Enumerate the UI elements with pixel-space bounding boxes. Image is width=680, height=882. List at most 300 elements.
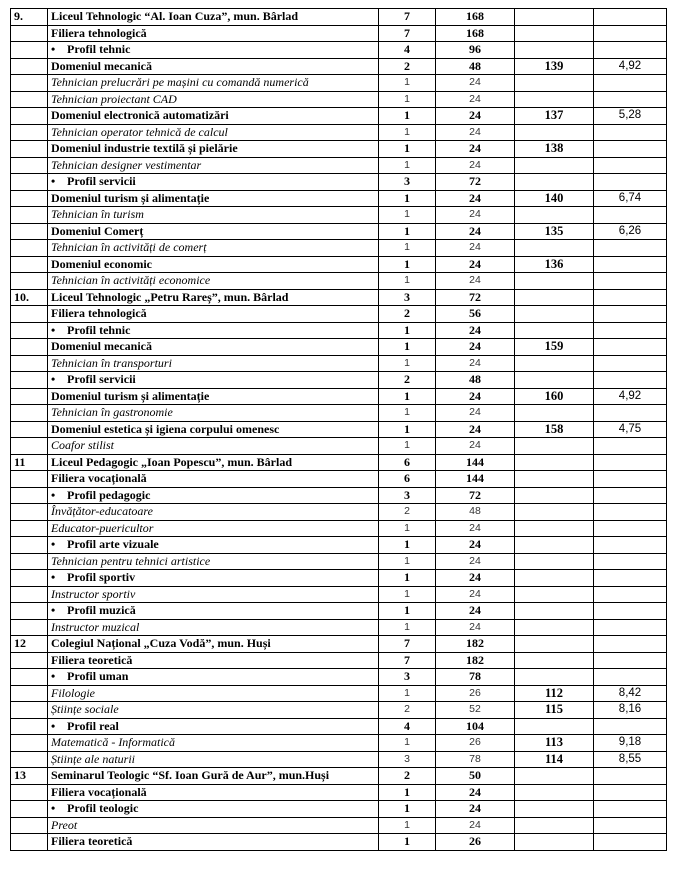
table-row [11, 141, 667, 158]
last-grade-cell [594, 438, 667, 455]
code-cell [515, 652, 594, 669]
row-name-cell [48, 669, 379, 686]
code-cell [515, 273, 594, 290]
last-grade-cell [594, 256, 667, 273]
row-name-label: Domeniul Comerț [51, 223, 144, 238]
last-grade-cell [594, 75, 667, 92]
last-grade-cell [594, 801, 667, 818]
row-number-cell [11, 504, 48, 521]
last-grade-cell [594, 42, 667, 59]
bullet-icon: • [51, 603, 56, 618]
places-count-cell: 24 [436, 784, 515, 801]
row-name-label: Tehnician în activități economice [51, 273, 211, 288]
row-number-cell [11, 537, 48, 554]
row-name-label: Științe sociale [51, 702, 119, 717]
places-count-cell: 24 [436, 223, 515, 240]
table-row [11, 652, 667, 669]
last-grade-cell [594, 157, 667, 174]
last-grade-cell [594, 9, 667, 26]
code-cell [515, 619, 594, 636]
table-row [11, 256, 667, 273]
row-number-cell [11, 355, 48, 372]
places-count-cell: 56 [436, 306, 515, 323]
table-row [11, 207, 667, 224]
places-count-cell: 48 [436, 58, 515, 75]
last-grade-cell: 4,92 [594, 388, 667, 405]
table-row [11, 240, 667, 257]
row-name-cell [48, 619, 379, 636]
places-count-cell: 24 [436, 157, 515, 174]
row-name-cell [48, 784, 379, 801]
last-grade-cell [594, 339, 667, 356]
places-count-cell: 24 [436, 817, 515, 834]
last-grade-cell [594, 570, 667, 587]
last-grade-cell: 4,92 [594, 58, 667, 75]
table-row [11, 768, 667, 785]
table-row [11, 454, 667, 471]
row-name-label: Profil pedagogic [67, 487, 151, 502]
code-cell [515, 174, 594, 191]
row-name-cell [48, 306, 379, 323]
row-name-cell [48, 735, 379, 752]
last-grade-cell [594, 471, 667, 488]
places-count-cell: 50 [436, 768, 515, 785]
classes-count-cell: 1 [379, 603, 436, 620]
classes-count-cell: 1 [379, 256, 436, 273]
table-row [11, 520, 667, 537]
places-count-cell: 24 [436, 553, 515, 570]
last-grade-cell: 8,42 [594, 685, 667, 702]
places-count-cell: 26 [436, 685, 515, 702]
places-count-cell: 52 [436, 702, 515, 719]
admission-table [10, 8, 667, 851]
row-name-label: Domeniul turism și alimentație [51, 388, 210, 403]
classes-count-cell: 1 [379, 124, 436, 141]
bullet-icon: • [51, 537, 56, 552]
places-count-cell: 24 [436, 108, 515, 125]
last-grade-cell [594, 25, 667, 42]
row-name-label: Liceul Tehnologic „Petru Rareș”, mun. Bârlad [51, 289, 289, 304]
row-number-cell [11, 553, 48, 570]
row-name-label: Filiera vocațională [51, 471, 147, 486]
row-name-label: Preot [51, 817, 78, 832]
classes-count-cell: 2 [379, 768, 436, 785]
table-row [11, 322, 667, 339]
places-count-cell: 24 [436, 355, 515, 372]
row-number-cell [11, 58, 48, 75]
row-number-cell [11, 834, 48, 851]
row-name-label: Filiera teoretică [51, 652, 133, 667]
code-cell [515, 603, 594, 620]
code-cell [515, 355, 594, 372]
classes-count-cell: 6 [379, 471, 436, 488]
row-number-cell [11, 586, 48, 603]
row-name-cell [48, 372, 379, 389]
row-name-label: Învățător-educatoare [51, 504, 153, 519]
row-number-cell [11, 372, 48, 389]
places-count-cell: 24 [436, 570, 515, 587]
code-cell [515, 520, 594, 537]
last-grade-cell: 8,16 [594, 702, 667, 719]
classes-count-cell: 1 [379, 421, 436, 438]
row-name-label: Tehnician operator tehnică de calcul [51, 124, 228, 139]
code-cell [515, 553, 594, 570]
table-row [11, 75, 667, 92]
row-name-label: Tehnician în gastronomie [51, 405, 173, 420]
table-row [11, 471, 667, 488]
table-row [11, 735, 667, 752]
row-name-label: Filiera vocațională [51, 784, 147, 799]
last-grade-cell [594, 454, 667, 471]
code-cell [515, 537, 594, 554]
row-name-label: Domeniul electronică automatizări [51, 108, 229, 123]
table-row [11, 289, 667, 306]
places-count-cell: 24 [436, 438, 515, 455]
places-count-cell: 48 [436, 372, 515, 389]
row-name-cell [48, 273, 379, 290]
last-grade-cell [594, 817, 667, 834]
table-row [11, 157, 667, 174]
table-row [11, 636, 667, 653]
places-count-cell: 78 [436, 751, 515, 768]
row-number-cell [11, 42, 48, 59]
classes-count-cell: 1 [379, 190, 436, 207]
row-name-cell [48, 207, 379, 224]
code-cell [515, 454, 594, 471]
code-cell [515, 91, 594, 108]
places-count-cell: 168 [436, 9, 515, 26]
last-grade-cell: 8,55 [594, 751, 667, 768]
table-row [11, 504, 667, 521]
row-name-cell [48, 487, 379, 504]
row-name-label: Instructor sportiv [51, 586, 136, 601]
last-grade-cell [594, 273, 667, 290]
last-grade-cell [594, 537, 667, 554]
row-number-cell [11, 108, 48, 125]
last-grade-cell [594, 487, 667, 504]
code-cell [515, 570, 594, 587]
row-name-label: Tehnician în activități de comerț [51, 240, 207, 255]
row-name-label: Filiera tehnologică [51, 25, 147, 40]
code-cell [515, 124, 594, 141]
code-cell [515, 157, 594, 174]
classes-count-cell: 1 [379, 784, 436, 801]
classes-count-cell: 2 [379, 372, 436, 389]
table-row [11, 817, 667, 834]
table-row [11, 751, 667, 768]
table-row [11, 553, 667, 570]
row-number-cell [11, 25, 48, 42]
code-cell: 137 [515, 108, 594, 125]
row-name-cell [48, 223, 379, 240]
classes-count-cell: 3 [379, 487, 436, 504]
table-row [11, 834, 667, 851]
places-count-cell: 24 [436, 405, 515, 422]
classes-count-cell: 1 [379, 207, 436, 224]
row-name-label: Profil teologic [67, 801, 139, 816]
row-number-cell [11, 190, 48, 207]
row-name-label: Domeniul mecanică [51, 58, 152, 73]
code-cell [515, 471, 594, 488]
last-grade-cell: 5,28 [594, 108, 667, 125]
table-row [11, 685, 667, 702]
row-number-cell: 9. [11, 9, 48, 26]
code-cell [515, 817, 594, 834]
places-count-cell: 24 [436, 240, 515, 257]
classes-count-cell: 1 [379, 322, 436, 339]
row-number-cell [11, 306, 48, 323]
classes-count-cell: 7 [379, 9, 436, 26]
code-cell [515, 42, 594, 59]
code-cell: 160 [515, 388, 594, 405]
row-name-label: Coafor stilist [51, 438, 115, 453]
row-name-cell [48, 190, 379, 207]
last-grade-cell: 6,26 [594, 223, 667, 240]
row-number-cell [11, 570, 48, 587]
row-name-cell [48, 768, 379, 785]
classes-count-cell: 1 [379, 157, 436, 174]
row-number-cell [11, 256, 48, 273]
row-name-label: Seminarul Teologic “Sf. Ioan Gură de Aur”, mun.Huși [51, 768, 330, 783]
table-row [11, 273, 667, 290]
places-count-cell: 24 [436, 273, 515, 290]
table-row [11, 190, 667, 207]
last-grade-cell [594, 669, 667, 686]
places-count-cell: 24 [436, 603, 515, 620]
bullet-icon: • [51, 669, 56, 684]
row-name-label: Profil tehnic [67, 322, 131, 337]
places-count-cell: 24 [436, 388, 515, 405]
row-number-cell: 13 [11, 768, 48, 785]
row-number-cell [11, 438, 48, 455]
row-name-label: Filiera tehnologică [51, 306, 147, 321]
classes-count-cell: 1 [379, 273, 436, 290]
last-grade-cell [594, 619, 667, 636]
places-count-cell: 24 [436, 619, 515, 636]
code-cell [515, 306, 594, 323]
row-name-cell [48, 801, 379, 818]
last-grade-cell [594, 174, 667, 191]
table-row [11, 669, 667, 686]
last-grade-cell [594, 718, 667, 735]
row-number-cell [11, 124, 48, 141]
row-name-label: Educator-puericultor [51, 520, 154, 535]
table-row [11, 174, 667, 191]
row-number-cell [11, 388, 48, 405]
row-number-cell [11, 603, 48, 620]
row-number-cell [11, 339, 48, 356]
row-name-cell [48, 586, 379, 603]
row-number-cell [11, 487, 48, 504]
row-name-cell [48, 438, 379, 455]
places-count-cell: 24 [436, 421, 515, 438]
classes-count-cell: 2 [379, 58, 436, 75]
row-number-cell [11, 685, 48, 702]
row-name-label: Profil servicii [67, 174, 136, 189]
row-name-label: Profil arte vizuale [67, 537, 159, 552]
row-name-cell [48, 322, 379, 339]
places-count-cell: 24 [436, 256, 515, 273]
code-cell [515, 801, 594, 818]
row-number-cell [11, 157, 48, 174]
table-row [11, 124, 667, 141]
places-count-cell: 24 [436, 520, 515, 537]
row-name-cell [48, 355, 379, 372]
row-name-label: Domeniul mecanică [51, 339, 152, 354]
places-count-cell: 182 [436, 636, 515, 653]
row-name-label: Domeniul industrie textilă și pielărie [51, 141, 238, 156]
classes-count-cell: 1 [379, 223, 436, 240]
classes-count-cell: 1 [379, 537, 436, 554]
row-name-label: Tehnician prelucrări pe mașini cu comandă numerică [51, 75, 309, 90]
classes-count-cell: 1 [379, 355, 436, 372]
places-count-cell: 24 [436, 586, 515, 603]
admission-table-body [11, 9, 667, 851]
classes-count-cell: 7 [379, 652, 436, 669]
row-name-label: Tehnician pentru tehnici artistice [51, 553, 211, 568]
last-grade-cell [594, 553, 667, 570]
table-row [11, 718, 667, 735]
classes-count-cell: 3 [379, 751, 436, 768]
classes-count-cell: 3 [379, 289, 436, 306]
classes-count-cell: 1 [379, 553, 436, 570]
row-name-label: Profil tehnic [67, 42, 131, 57]
row-number-cell [11, 801, 48, 818]
code-cell [515, 405, 594, 422]
last-grade-cell [594, 504, 667, 521]
table-row [11, 339, 667, 356]
row-name-cell [48, 339, 379, 356]
classes-count-cell: 1 [379, 91, 436, 108]
code-cell: 112 [515, 685, 594, 702]
places-count-cell: 26 [436, 834, 515, 851]
classes-count-cell: 4 [379, 42, 436, 59]
table-row [11, 702, 667, 719]
row-name-label: Tehnician în turism [51, 207, 144, 222]
row-number-cell [11, 405, 48, 422]
row-number-cell [11, 718, 48, 735]
row-name-cell [48, 58, 379, 75]
table-row [11, 355, 667, 372]
row-name-label: Tehnician designer vestimentar [51, 157, 202, 172]
code-cell: 115 [515, 702, 594, 719]
bullet-icon: • [51, 372, 56, 387]
row-number-cell [11, 669, 48, 686]
classes-count-cell: 2 [379, 306, 436, 323]
classes-count-cell: 1 [379, 570, 436, 587]
last-grade-cell [594, 91, 667, 108]
table-row [11, 405, 667, 422]
classes-count-cell: 1 [379, 735, 436, 752]
row-number-cell [11, 702, 48, 719]
row-name-label: Profil servicii [67, 372, 136, 387]
last-grade-cell [594, 207, 667, 224]
row-number-cell [11, 240, 48, 257]
row-number-cell [11, 817, 48, 834]
last-grade-cell: 6,74 [594, 190, 667, 207]
row-number-cell [11, 273, 48, 290]
row-name-label: Profil muzică [67, 603, 136, 618]
places-count-cell: 96 [436, 42, 515, 59]
table-row [11, 537, 667, 554]
last-grade-cell [594, 306, 667, 323]
bullet-icon: • [51, 801, 56, 816]
classes-count-cell: 2 [379, 702, 436, 719]
row-name-cell [48, 289, 379, 306]
row-name-cell [48, 520, 379, 537]
row-name-cell [48, 75, 379, 92]
code-cell [515, 75, 594, 92]
row-name-label: Profil sportiv [67, 570, 136, 585]
table-row [11, 619, 667, 636]
row-name-label: Domeniul estetica și igiena corpului omenesc [51, 421, 280, 436]
code-cell [515, 25, 594, 42]
row-number-cell [11, 784, 48, 801]
row-number-cell [11, 207, 48, 224]
row-name-label: Domeniul economic [51, 256, 152, 271]
classes-count-cell: 2 [379, 504, 436, 521]
last-grade-cell [594, 141, 667, 158]
row-name-label: Instructor muzical [51, 619, 140, 634]
row-name-cell [48, 42, 379, 59]
last-grade-cell [594, 520, 667, 537]
code-cell [515, 504, 594, 521]
row-name-cell [48, 9, 379, 26]
row-name-cell [48, 685, 379, 702]
code-cell [515, 289, 594, 306]
places-count-cell: 24 [436, 190, 515, 207]
row-name-cell [48, 603, 379, 620]
row-name-cell [48, 454, 379, 471]
places-count-cell: 78 [436, 669, 515, 686]
row-name-cell [48, 652, 379, 669]
classes-count-cell: 4 [379, 718, 436, 735]
row-number-cell [11, 141, 48, 158]
row-number-cell [11, 520, 48, 537]
row-name-cell [48, 421, 379, 438]
row-number-cell [11, 421, 48, 438]
row-name-cell [48, 157, 379, 174]
code-cell: 114 [515, 751, 594, 768]
code-cell [515, 438, 594, 455]
last-grade-cell [594, 586, 667, 603]
row-name-label: Profil uman [67, 669, 129, 684]
code-cell [515, 718, 594, 735]
row-number-cell [11, 174, 48, 191]
places-count-cell: 24 [436, 91, 515, 108]
row-name-label: Matematică - Informatică [51, 735, 175, 750]
classes-count-cell: 1 [379, 141, 436, 158]
code-cell [515, 372, 594, 389]
row-number-cell [11, 619, 48, 636]
classes-count-cell: 1 [379, 108, 436, 125]
table-row [11, 108, 667, 125]
places-count-cell: 24 [436, 75, 515, 92]
code-cell: 136 [515, 256, 594, 273]
classes-count-cell: 1 [379, 817, 436, 834]
row-number-cell [11, 322, 48, 339]
places-count-cell: 144 [436, 471, 515, 488]
table-row [11, 784, 667, 801]
code-cell: 113 [515, 735, 594, 752]
bullet-icon: • [51, 322, 56, 337]
classes-count-cell: 7 [379, 25, 436, 42]
row-name-cell [48, 702, 379, 719]
table-row [11, 42, 667, 59]
last-grade-cell [594, 784, 667, 801]
places-count-cell: 24 [436, 537, 515, 554]
bullet-icon: • [51, 718, 56, 733]
